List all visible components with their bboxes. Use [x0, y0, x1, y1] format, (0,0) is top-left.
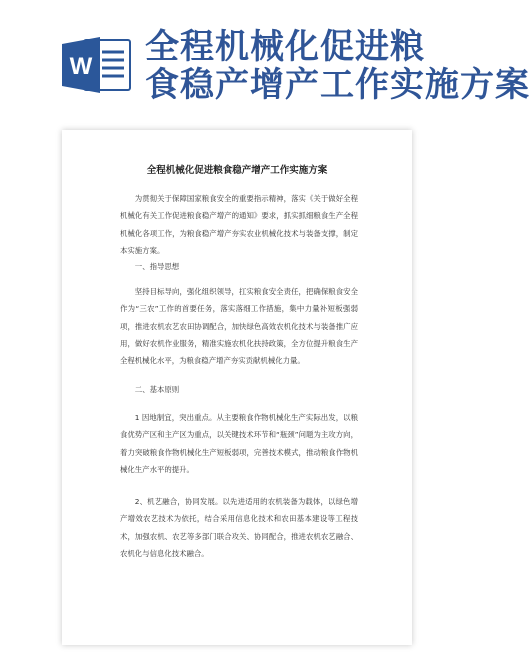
principle-2-paragraph: 2、机艺融合，协同发展。以先进适用的农机装备为载体，以绿色增产增效农艺技术为依托，结合采用信息化技术和农田基本建设等工程技术，加强农机、农艺等多部门联合攻关、协同配合，推进农机农艺融合、农机化与信息化技术融合。: [120, 497, 358, 558]
principle-1-paragraph: 1 因地制宜，突出重点。从主要粮食作物机械化生产实际出发，以粮食优势产区和主产区为重点，以关键技术环节和“瓶颈”问题为主攻方向，着力突破粮食作物机械化生产短板弱项，完善技术模式，推动粮食作物机械化生产水平的提升。: [120, 413, 358, 474]
word-document-icon: [62, 36, 132, 94]
word-icon-letter: W: [69, 53, 93, 80]
banner-title-line-2: 食稳产增产工作实施方案: [145, 65, 530, 105]
section-heading-basic-principles: 二、基本原则: [134, 385, 180, 394]
document-page: [62, 130, 412, 645]
intro-paragraph: 为贯彻关于保障国家粮食安全的重要指示精神，落实《关于做好全程机械化有关工作促进粮食稳产增产的通知》要求，抓实抓细粮食生产全程机械化各项工作，为粮食稳产增产夯实农业机械化技术与装备支撑，制定本实施方案。: [120, 194, 358, 255]
guiding-ideology-paragraph: 坚持目标导向，强化组织领导，扛实粮食安全责任，把确保粮食安全作为“三农”工作的首要任务，落实落细工作措施，集中力量补短板强弱项，推进农机农艺农田协调配合，加快绿色高效农机化技术与装备推广应用，做好农机作业服务，精准实施农机化扶持政策，全方位提升粮食生产全程机械化水平，为粮食稳产增产夯实贡献机械化力量。: [120, 287, 358, 366]
section-heading-guiding-ideology: 一、指导思想: [134, 262, 180, 271]
banner-title-line-1: 全程机械化促进粮: [145, 27, 425, 67]
document-title: 全程机械化促进粮食稳产增产工作实施方案: [146, 165, 328, 176]
document-banner: [0, 0, 530, 110]
